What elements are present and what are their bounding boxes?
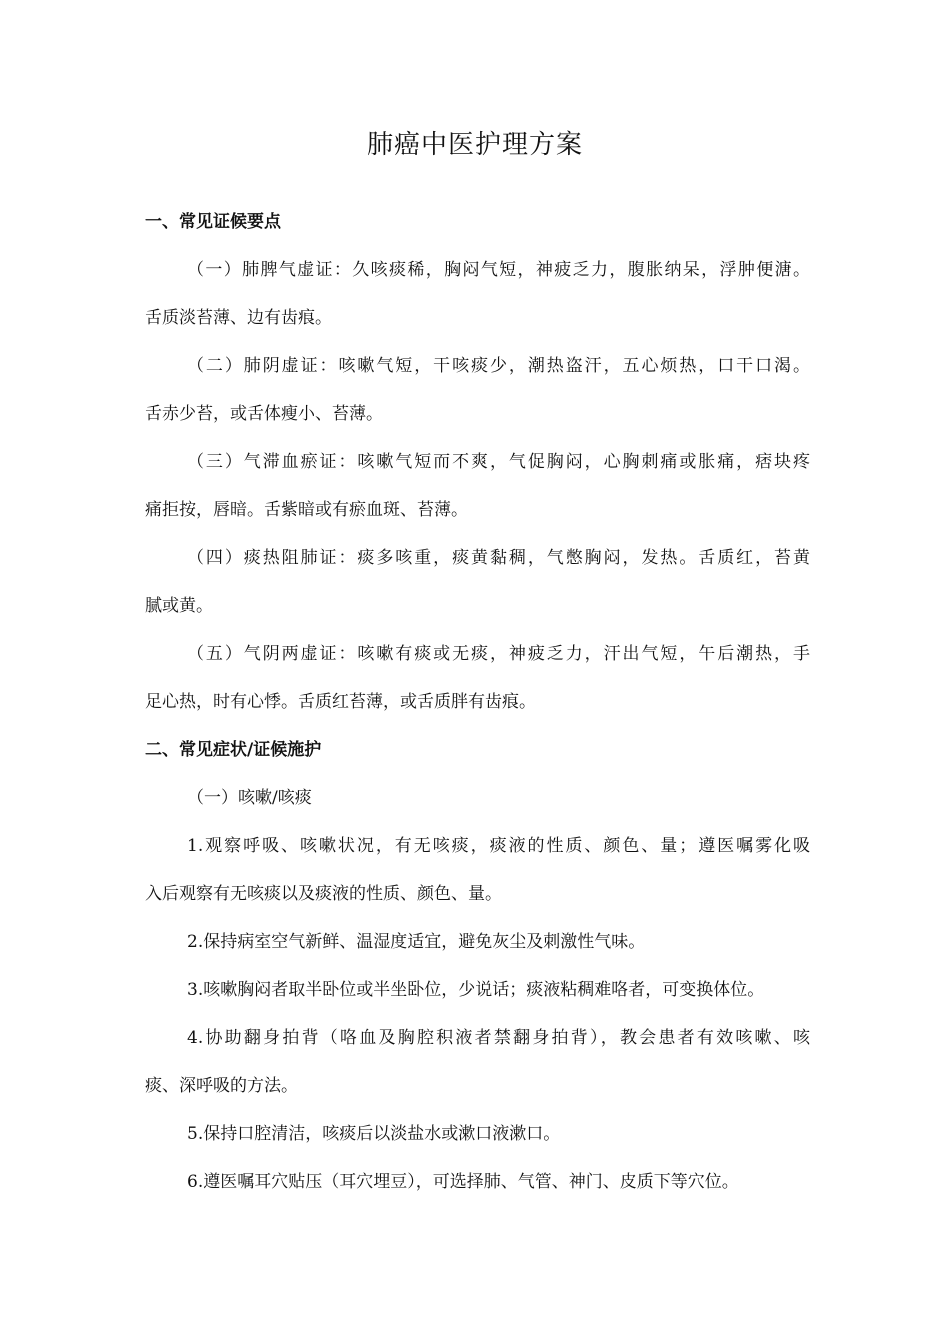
- section-heading-2: 二、常见症状/证候施护: [145, 740, 322, 760]
- syndrome-2-line-2: 舌赤少苔，或舌体瘦小、苔薄。: [145, 404, 383, 424]
- care-item-4-line-2: 痰、深呼吸的方法。: [145, 1076, 298, 1096]
- syndrome-4-line-1: （四）痰热阻肺证：痰多咳重，痰黄黏稠，气憋胸闷，发热。舌质红，苔黄: [187, 548, 810, 568]
- syndrome-2-line-1: （二）肺阴虚证：咳嗽气短，干咳痰少，潮热盗汗，五心烦热，口干口渴。: [187, 356, 810, 376]
- syndrome-4-line-2: 腻或黄。: [145, 596, 213, 616]
- care-item-1-line-1: 1.观察呼吸、咳嗽状况，有无咳痰，痰液的性质、颜色、量；遵医嘱雾化吸: [187, 836, 810, 856]
- syndrome-3-line-1: （三）气滞血瘀证：咳嗽气短而不爽，气促胸闷，心胸刺痛或胀痛，痞块疼: [187, 452, 810, 472]
- section-heading-1: 一、常见证候要点: [145, 212, 281, 232]
- subsection-heading: （一）咳嗽/咳痰: [187, 788, 312, 808]
- care-item-2: 2.保持病室空气新鲜、温湿度适宜，避免灰尘及刺激性气味。: [187, 932, 646, 952]
- care-item-6: 6.遵医嘱耳穴贴压（耳穴埋豆），可选择肺、气管、神门、皮质下等穴位。: [187, 1172, 739, 1192]
- page-title: 肺癌中医护理方案: [366, 130, 583, 160]
- care-item-3: 3.咳嗽胸闷者取半卧位或半坐卧位，少说话；痰液粘稠难咯者，可变换体位。: [187, 980, 765, 1000]
- syndrome-5-line-1: （五）气阴两虚证：咳嗽有痰或无痰，神疲乏力，汗出气短，午后潮热，手: [187, 644, 810, 664]
- syndrome-1-line-1: （一）肺脾气虚证：久咳痰稀，胸闷气短，神疲乏力，腹胀纳呆，浮肿便溏。: [187, 260, 810, 280]
- care-item-4-line-1: 4.协助翻身拍背（咯血及胸腔积液者禁翻身拍背），教会患者有效咳嗽、咳: [187, 1028, 810, 1048]
- syndrome-1-line-2: 舌质淡苔薄、边有齿痕。: [145, 308, 332, 328]
- care-item-5: 5.保持口腔清洁，咳痰后以淡盐水或漱口液漱口。: [187, 1124, 561, 1144]
- syndrome-5-line-2: 足心热，时有心悸。舌质红苔薄，或舌质胖有齿痕。: [145, 692, 536, 712]
- care-item-1-line-2: 入后观察有无咳痰以及痰液的性质、颜色、量。: [145, 884, 502, 904]
- syndrome-3-line-2: 痛拒按，唇暗。舌紫暗或有瘀血斑、苔薄。: [145, 500, 468, 520]
